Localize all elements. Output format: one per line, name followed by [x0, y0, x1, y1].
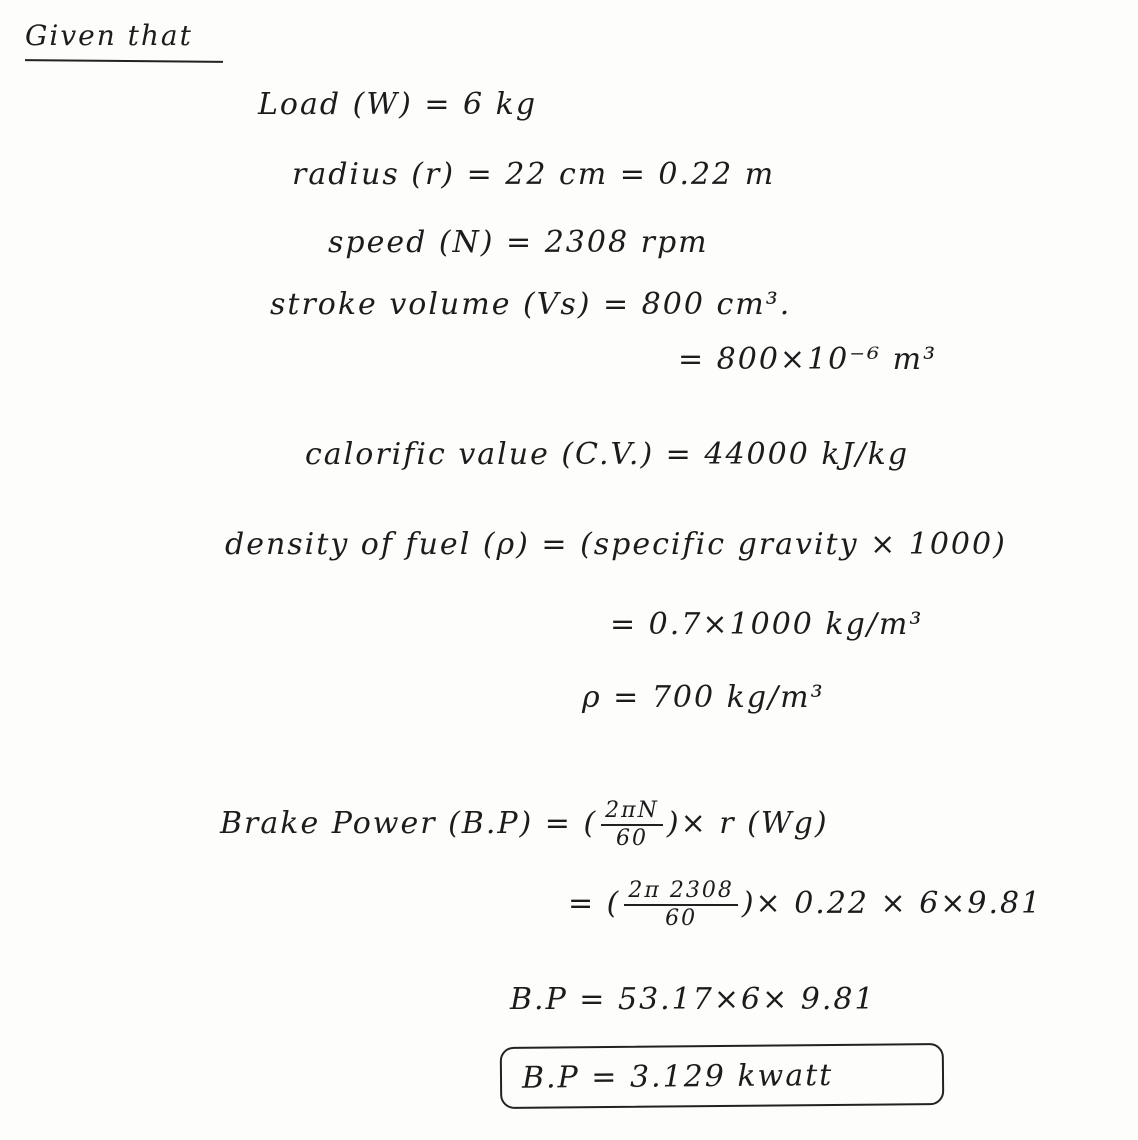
- stroke-volume-si-line: = 800×10⁻⁶ m³: [678, 342, 938, 377]
- load-line: Load (W) = 6 kg: [258, 87, 538, 122]
- bp-formula-suffix: )× r (Wg): [666, 806, 829, 841]
- brake-power-result: B.P = 3.129 kwatt: [521, 1058, 834, 1096]
- bp-formula-denominator: 60: [616, 826, 649, 851]
- heading: Given that: [25, 19, 193, 52]
- bp-sub-numerator: 2π 2308: [624, 880, 737, 906]
- density-result-line: ρ = 700 kg/m³: [582, 680, 825, 715]
- result-box: [500, 1043, 945, 1109]
- brake-power-step: B.P = 53.17×6× 9.81: [510, 982, 876, 1017]
- bp-formula-prefix: Brake Power (B.P) = (: [220, 806, 598, 841]
- brake-power-substitution: [568, 880, 1042, 930]
- brake-power-formula: [220, 800, 829, 850]
- density-line: density of fuel (ρ) = (specific gravity × 1000): [225, 527, 1007, 562]
- stroke-volume-line: stroke volume (Vs) = 800 cm³.: [270, 287, 792, 322]
- bp-sub-prefix: = (: [568, 886, 621, 921]
- speed-line: speed (N) = 2308 rpm: [328, 225, 709, 260]
- bp-formula-fraction: [601, 800, 663, 850]
- bp-sub-fraction: [624, 880, 737, 930]
- calorific-value-line: calorific value (C.V.) = 44000 kJ/kg: [305, 437, 910, 472]
- bp-sub-denominator: 60: [665, 906, 698, 931]
- radius-line: radius (r) = 22 cm = 0.22 m: [292, 157, 776, 192]
- bp-sub-suffix: )× 0.22 × 6×9.81: [741, 886, 1043, 921]
- density-calc-line: = 0.7×1000 kg/m³: [610, 607, 924, 642]
- heading-underline: [25, 59, 223, 63]
- bp-formula-numerator: 2πN: [601, 800, 663, 826]
